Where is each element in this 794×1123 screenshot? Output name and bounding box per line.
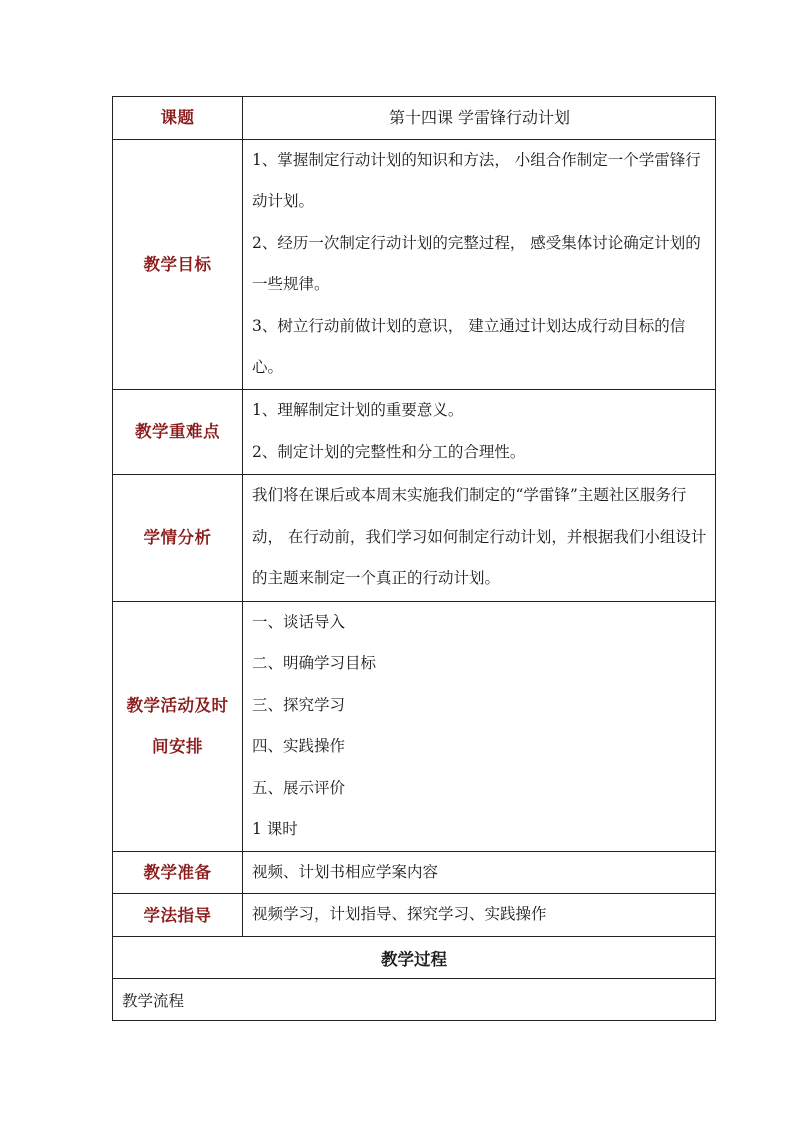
- objectives-row: [113, 139, 716, 389]
- objective-item: 2、经历一次制定行动计划的完整过程， 感受集体讨论确定计划的一些规律。: [252, 233, 701, 293]
- objectives-label: 教学目标: [113, 139, 243, 389]
- process-flow: 教学流程: [113, 979, 716, 1021]
- analysis-row: [113, 474, 716, 601]
- key-point-item: 1、理解制定计划的重要意义。: [252, 401, 464, 419]
- topic-row: [113, 97, 716, 140]
- method-value: 视频学习，计划指导、探究学习、实践操作: [243, 894, 716, 937]
- preparation-row: [113, 851, 716, 894]
- activity-item: 一、谈话导入: [252, 612, 346, 631]
- preparation-label: 教学准备: [113, 851, 243, 894]
- activity-item: 四、实践操作: [252, 737, 346, 755]
- process-header: 教学过程: [113, 937, 716, 979]
- activity-item: 1 课时: [252, 820, 298, 838]
- activity-item: 二、明确学习目标: [252, 654, 377, 672]
- activities-row: [113, 601, 716, 851]
- objective-item: 1、掌握制定行动计划的知识和方法， 小组合作制定一个学雷锋行动计划。: [252, 150, 701, 210]
- method-label: 学法指导: [113, 894, 243, 937]
- method-row: [113, 894, 716, 937]
- key-point-item: 2、制定计划的完整性和分工的合理性。: [252, 442, 526, 461]
- topic-value: 第十四课 学雷锋行动计划: [243, 97, 716, 140]
- key-points-content: [243, 389, 716, 474]
- lesson-plan-table: [112, 96, 716, 1021]
- key-points-label: 教学重难点: [113, 389, 243, 474]
- activities-label-line: 间安排: [152, 737, 203, 756]
- objective-item: 3、树立行动前做计划的意识， 建立通过计划达成行动目标的信心。: [252, 316, 686, 376]
- analysis-text: 我们将在课后或本周末实施我们制定的“学雷锋”主题社区服务行动， 在行动前，我们学习如何制定行动计划，并根据我们小组设计的主题来制定一个真正的行动计划。: [252, 486, 707, 588]
- process-flow-row: [113, 979, 716, 1021]
- activities-content: [243, 601, 716, 851]
- objectives-content: [243, 139, 716, 389]
- activities-label: [113, 601, 243, 851]
- analysis-content: [243, 474, 716, 601]
- topic-label: 课题: [113, 97, 243, 140]
- process-header-row: [113, 937, 716, 979]
- activities-label-line: 教学活动及时: [126, 696, 229, 715]
- preparation-value: 视频、计划书相应学案内容: [243, 851, 716, 894]
- activity-item: 三、探究学习: [252, 695, 346, 714]
- activity-item: 五、展示评价: [252, 778, 346, 797]
- key-points-row: [113, 389, 716, 474]
- analysis-label: 学情分析: [113, 474, 243, 601]
